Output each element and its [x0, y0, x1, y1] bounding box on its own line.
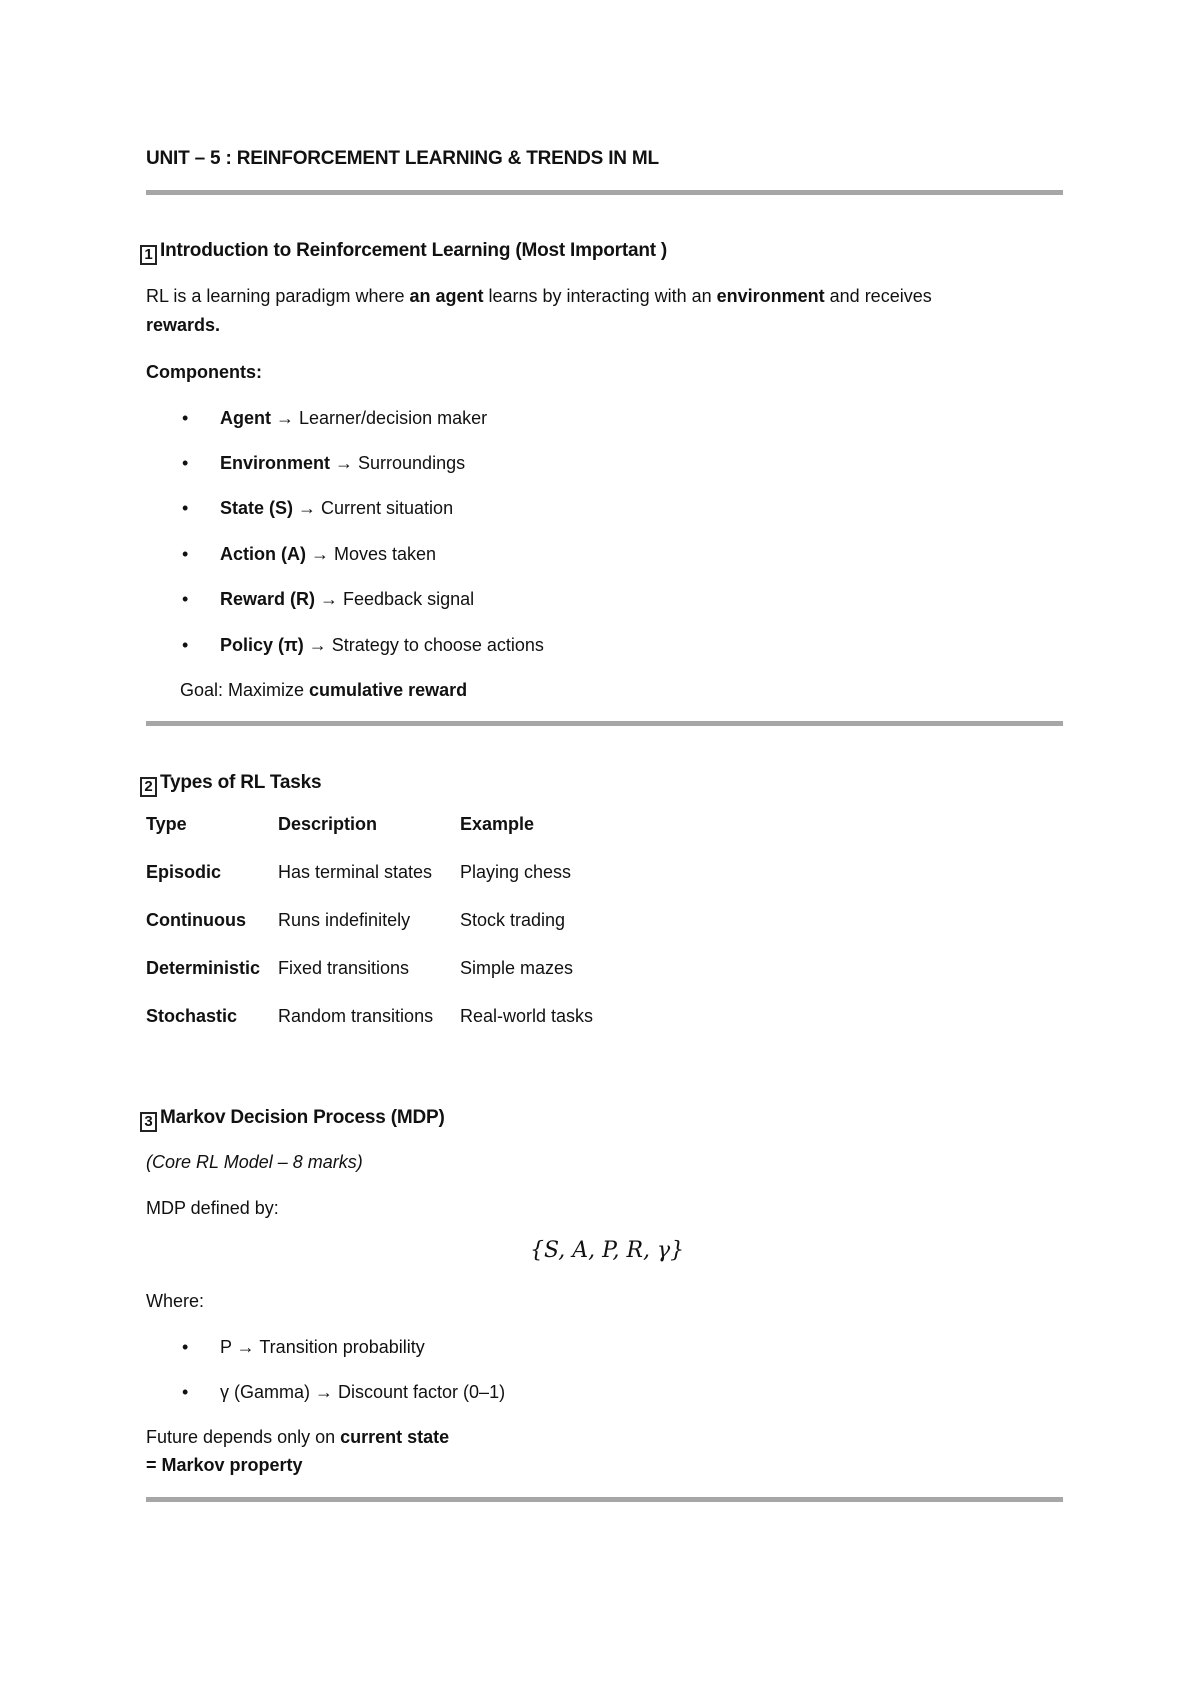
table-cell-description: Random transitions: [278, 1006, 434, 1026]
bullet-icon: •: [182, 1382, 189, 1402]
section-1-title: Introduction to Reinforcement Learning (Most Important ): [160, 240, 668, 261]
section-number-badge: 3: [140, 1112, 157, 1132]
components-label: [146, 362, 262, 383]
table-cell-description: Has terminal states: [278, 862, 433, 882]
bullet-icon: •: [182, 1337, 189, 1357]
section-3-heading: [140, 1107, 445, 1132]
goal-line: [180, 680, 467, 701]
bullet-icon: •: [182, 498, 189, 518]
component-desc: → Strategy to choose actions: [303, 635, 544, 655]
component-item: [182, 498, 453, 519]
bullet-icon: •: [182, 408, 189, 428]
table-row: [146, 910, 620, 958]
table-row: [146, 862, 620, 910]
intro-text: and receives: [824, 286, 932, 306]
horizontal-rule: [146, 1497, 1063, 1502]
intro-bold-environment: environment: [716, 286, 825, 306]
markov-property-line: [146, 1455, 303, 1476]
goal-bold: cumulative reward: [309, 680, 468, 700]
table-row: [146, 958, 620, 1006]
type-label: Deterministic: [146, 958, 261, 978]
table-cell-type: [146, 958, 278, 1006]
table-cell-type: [146, 910, 278, 958]
component-item: [182, 589, 474, 610]
components-label-text: Components:: [146, 362, 262, 382]
section-2-heading: [140, 772, 321, 797]
type-label: Continuous: [146, 910, 246, 930]
bullet-icon: •: [182, 589, 189, 609]
intro-line-1: [146, 286, 932, 307]
where-label: Where:: [146, 1291, 205, 1311]
table-cell-example: Playing chess: [460, 862, 572, 882]
component-term: Action (A): [220, 544, 306, 564]
markov-property: = Markov property: [146, 1455, 303, 1475]
component-item: [182, 453, 465, 474]
bullet-icon: •: [182, 635, 189, 655]
table-cell-example: Simple mazes: [460, 958, 574, 978]
section-2-title: Types of RL Tasks: [160, 772, 322, 793]
mdp-formula: {S, A, P, R, γ}: [530, 1238, 685, 1263]
section-number-badge: 1: [140, 245, 157, 265]
mdp-defined-by: MDP defined by:: [146, 1198, 279, 1218]
component-term: Environment: [220, 453, 331, 473]
section-1-heading: [140, 240, 667, 265]
section-3-title: Markov Decision Process (MDP): [160, 1107, 445, 1128]
component-term: Agent: [220, 408, 271, 428]
table-cell-description: Runs indefinitely: [278, 910, 411, 930]
component-term: Reward (R): [220, 589, 316, 609]
component-item: [182, 544, 436, 565]
table-row: [146, 1006, 620, 1054]
component-desc: → Surroundings: [330, 453, 466, 473]
table-cell-type: [146, 862, 278, 910]
table-header-row: [146, 814, 620, 862]
component-desc: → Learner/decision maker: [271, 408, 488, 428]
table-cell-example: Real-world tasks: [460, 1006, 594, 1026]
intro-bold-agent: an agent: [409, 286, 484, 306]
intro-bold-rewards: rewards.: [146, 315, 221, 335]
goal-prefix: Goal: Maximize: [180, 680, 310, 700]
table-cell-type: [146, 1006, 278, 1054]
future-line: [146, 1427, 449, 1448]
component-term: State (S): [220, 498, 294, 518]
horizontal-rule: [146, 190, 1063, 195]
bullet-icon: •: [182, 453, 189, 473]
horizontal-rule: [146, 721, 1063, 726]
intro-text: learns by interacting with an: [483, 286, 717, 306]
component-desc: → Current situation: [293, 498, 454, 518]
section-number-badge: 2: [140, 777, 157, 797]
intro-line-2: [146, 315, 220, 336]
page-title: UNIT – 5 : REINFORCEMENT LEARNING & TRENDS IN ML: [146, 148, 659, 169]
component-item: [182, 635, 544, 656]
table-cell-description: Fixed transitions: [278, 958, 410, 978]
mdp-item-text: γ (Gamma) → Discount factor (0–1): [220, 1382, 506, 1402]
future-prefix: Future depends only on: [146, 1427, 341, 1447]
table-header-cell: Description: [278, 814, 378, 834]
mdp-item: [182, 1337, 425, 1358]
mdp-subtitle: (Core RL Model – 8 marks): [146, 1152, 363, 1172]
component-desc: → Feedback signal: [315, 589, 475, 609]
type-label: Stochastic: [146, 1006, 238, 1026]
intro-text: RL is a learning paradigm where: [146, 286, 410, 306]
component-term: Policy (π): [220, 635, 304, 655]
future-bold: current state: [340, 1427, 450, 1447]
type-label: Episodic: [146, 862, 222, 882]
component-item: [182, 408, 487, 429]
rl-task-types-table: [146, 814, 620, 1054]
component-desc: → Moves taken: [305, 544, 437, 564]
table-header-cell: Type: [146, 814, 187, 834]
mdp-item-text: P → Transition probability: [220, 1337, 425, 1357]
table-header-cell: Example: [460, 814, 535, 834]
table-cell-example: Stock trading: [460, 910, 566, 930]
mdp-item: [182, 1382, 505, 1403]
bullet-icon: •: [182, 544, 189, 564]
